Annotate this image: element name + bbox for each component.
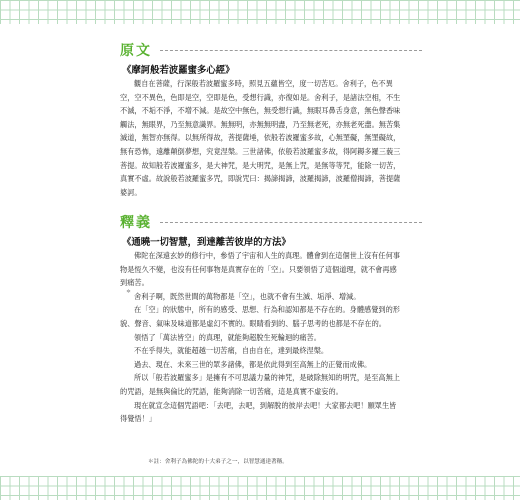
explanation-paragraph: 領悟了「萬法皆空」的真理，就能夠超脫生死輪迴的痛苦。 bbox=[134, 332, 321, 342]
original-sutra-text: 觀自在菩薩，行深般若波羅蜜多時，照見五蘊皆空，度一切苦厄。舍利子，色不異空，空不異色，色即是空，空即是色，受想行識，亦復如是。舍利子，是諸法空相，不生不滅，不垢不淨，不增不減。是故空中無色，無受想行識，無眼耳鼻舌身意，無色聲香味觸法，無眼界，乃至無意識界。無無明，亦無無明盡，乃至無老死，亦無老死盡。無苦集滅道，無智亦無得。以無所得故，菩提薩埵，依般若波羅蜜多故，心無罣礙，無罣礙故，無有恐怖，遠離顛倒夢想，究竟涅槃。三世諸佛，依般若波羅蜜多故，得阿耨多羅三藐三菩提。故知般若波羅蜜多，是大神咒，是大明咒，是無上咒，是無等等咒，能除一切苦，真實不虛。故說般若波羅蜜多咒，即說咒曰：揭諦揭諦，波羅揭諦，波羅僧揭諦，菩提薩婆訶。 bbox=[120, 79, 401, 197]
original-heading bbox=[120, 40, 422, 60]
heading-divider bbox=[160, 50, 422, 51]
explanation-paragraph: 在「空」的狀態中，所有的感受、思想、行為和認知都是不存在的。身體感覺到的形貌、聲音、氣味及味道都是虛幻不實的。眼睛看到的、腦子思考的也都是不存在的。 bbox=[120, 305, 400, 328]
explanation-heading bbox=[120, 212, 422, 232]
explanation-paragraph: 過去、現在、未來三世的眾多諸佛，都是依此得到至高無上的正覺而成佛。 bbox=[134, 359, 372, 369]
explanation-title: 《通曉一切智慧，到達離苦彼岸的方法》 bbox=[122, 237, 291, 248]
explanation-text-block bbox=[120, 249, 402, 426]
explanation-heading-label: 釋義 bbox=[120, 215, 152, 231]
footnote-marker: ＊ bbox=[126, 289, 132, 295]
heading-divider bbox=[160, 222, 422, 223]
original-title: 《摩訶般若波羅蜜多心經》 bbox=[122, 65, 235, 76]
explanation-paragraph: 所以「般若波羅蜜多」是擁有不可思議力量的神咒，是破除無知的明咒，是至高無上的咒語，是無與倫比的咒語，能夠消除一切苦痛，這是真實不虛妄的。 bbox=[120, 373, 400, 396]
original-heading-label: 原文 bbox=[120, 43, 152, 59]
explanation-paragraph: 不在乎得失，就能超越一切苦痛，自由自在，達到最終涅槃。 bbox=[134, 346, 329, 356]
explanation-paragraph: 舍利子啊，既然世間的萬物都是「空」，也就不會有生滅、垢淨、增減。 bbox=[134, 291, 361, 301]
explanation-paragraph: 現在就宣念這個咒語吧：「去吧，去吧，到解脫的彼岸去吧！大家都去吧！願眾生皆得覺悟！」 bbox=[120, 400, 397, 424]
original-text-block bbox=[120, 77, 402, 199]
footnote: ＊註：舍利子為佛陀的十大弟子之一，以智慧通達著稱。 bbox=[148, 459, 288, 465]
explanation-paragraph: 佛陀在深遠玄妙的修行中，參悟了宇宙和人生的真理。體會到在這個世上沒有任何事物是恆久不變，也沒有任何事物是真實存在的「空」。只要領悟了這個道理，就不會再感到痛苦。 bbox=[120, 251, 400, 288]
